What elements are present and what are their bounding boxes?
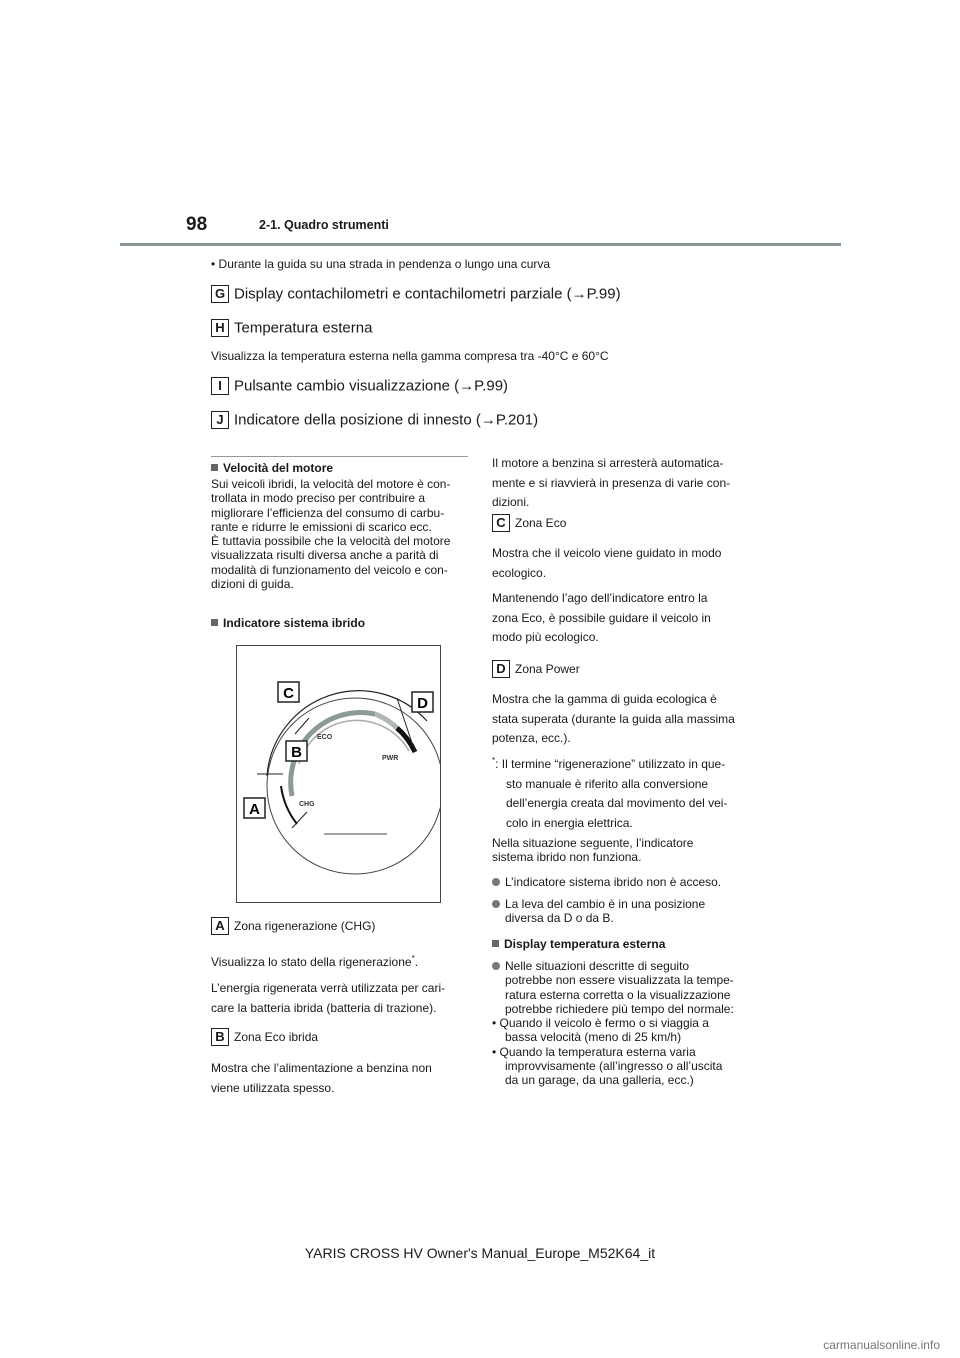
- item-a: [211, 917, 375, 935]
- item-i-text: Pulsante cambio visualizzazione (→P.99): [234, 377, 509, 395]
- hybrid-indicator-figure: [236, 645, 441, 903]
- item-j-text: Indicatore della posizione di innesto (→P.201): [234, 411, 539, 429]
- hybrid-indicator-heading: Indicatore sistema ibrido: [211, 616, 365, 630]
- temp-dot-bullet: Nelle situazioni descritte di seguito potrebbe non essere visualizzata la tempe- ratura esterna corretta o la visualizzazione potrebbe richiedere più tempo del normale: • Quando il veicolo è fermo o si viaggia a bassa velocità (meno di 25 km/h) • Quando la temperatura esterna varia improvvisamente (all’ingresso o all’uscita da un garage, da una galleria, ecc.): [492, 959, 734, 1088]
- label-g: G: [211, 285, 229, 303]
- square-bullet-icon: [211, 464, 218, 471]
- square-bullet-icon: [492, 940, 499, 947]
- dot-bullet-icon: [492, 900, 500, 908]
- label-c: C: [492, 514, 510, 532]
- item-h: [211, 319, 372, 337]
- chg-label: CHG: [299, 801, 315, 808]
- callout-a: A: [249, 801, 260, 818]
- item-b-paragraph: Mostra che l’alimentazione a benzina non viene utilizzata spesso.: [211, 1061, 432, 1095]
- item-h-text: Temperatura esterna: [234, 319, 373, 337]
- dot-bullet-icon: [492, 878, 500, 886]
- item-a-paragraph: L’energia rigenerata verrà utilizzata per cari- care la batteria ibrida (batteria di trazione).: [211, 981, 446, 1015]
- footer-manual-title: YARIS CROSS HV Owner's Manual_Europe_M52K64_it: [304, 1245, 656, 1261]
- item-b-text: Zona Eco ibrida: [234, 1030, 319, 1044]
- item-c: [492, 514, 566, 532]
- item-g-text: Display contachilometri e contachilometri parziale (→P.99): [234, 285, 621, 303]
- watermark: carmanualsonline.info: [823, 1338, 940, 1352]
- square-bullet-icon: [211, 619, 218, 626]
- item-h-description: Visualizza la temperatura esterna nella gamma compresa tra -40°C e 60°C: [211, 349, 609, 363]
- page-number: 98: [186, 214, 208, 235]
- label-d: D: [492, 660, 510, 678]
- header-rule: [120, 243, 841, 246]
- item-d-paragraph: Mostra che la gamma di guida ecologica è stata superata (durante la guida alla massima potenza, ecc.).: [492, 692, 735, 745]
- item-c-text: Zona Eco: [515, 516, 567, 530]
- column-rule: [211, 456, 468, 457]
- temp-display-heading: Display temperatura esterna: [492, 937, 665, 951]
- item-d-text: Zona Power: [515, 662, 580, 676]
- section-title: 2-1. Quadro strumenti: [259, 218, 389, 232]
- item-c-paragraph: Mostra che il veicolo viene guidato in modo ecologico.: [492, 546, 722, 580]
- label-h: H: [211, 319, 229, 337]
- dot-bullet-1: L’indicatore sistema ibrido non è acceso.: [492, 875, 721, 889]
- label-b: B: [211, 1028, 229, 1046]
- curve-bullet: • Durante la guida su una strada in pendenza o lungo una curva: [211, 257, 551, 271]
- dot-bullet-icon: [492, 962, 500, 970]
- engine-speed-text: Sui veicoli ibridi, la velocità del motore è con- trollata in modo preciso per contribuire a migliorare l’efficienza del consumo di carbu- rante e ridurre le emissioni di scarico ecc. È tuttavia possibile che la velocità del motore visualizzata risulti diversa anche a parità di modalità di funzionamento del veicolo e con- dizioni di guida.: [211, 477, 451, 592]
- item-i: [211, 377, 508, 395]
- item-a-text: Zona rigenerazione (CHG): [234, 919, 376, 933]
- item-d: [492, 660, 580, 678]
- label-a: A: [211, 917, 229, 935]
- item-j: [211, 411, 538, 429]
- footnote: *: Il termine “rigenerazione” utilizzato in que- sto manuale è riferito alla conversione dell’energia creata dal movimento del vei- colo in energia elettrica.: [492, 756, 728, 830]
- eco-label: ECO: [317, 734, 333, 741]
- label-j: J: [211, 411, 229, 429]
- engine-stop-paragraph: Il motore a benzina si arresterà automatica- mente e si riavvierà in presenza di varie con- dizioni.: [492, 456, 731, 509]
- callout-c: C: [283, 685, 294, 702]
- item-g: [211, 285, 621, 303]
- item-c-paragraph-2: Mantenendo l’ago dell’indicatore entro la zona Eco, è possibile guidare il veicolo in modo più ecologico.: [492, 591, 711, 644]
- not-working-paragraph: Nella situazione seguente, l’indicatore sistema ibrido non funziona.: [492, 836, 694, 865]
- callout-d: D: [417, 695, 428, 712]
- callout-b: B: [291, 744, 302, 761]
- hybrid-gauge-illustration: [237, 646, 440, 902]
- item-a-description: Visualizza lo stato della rigenerazione*.: [211, 954, 419, 969]
- engine-speed-heading: Velocità del motore: [211, 461, 333, 475]
- pwr-label: PWR: [382, 755, 399, 762]
- label-i: I: [211, 377, 229, 395]
- item-b: [211, 1028, 318, 1046]
- dot-bullet-2: La leva del cambio è in una posizione diversa da D o da B.: [492, 897, 705, 926]
